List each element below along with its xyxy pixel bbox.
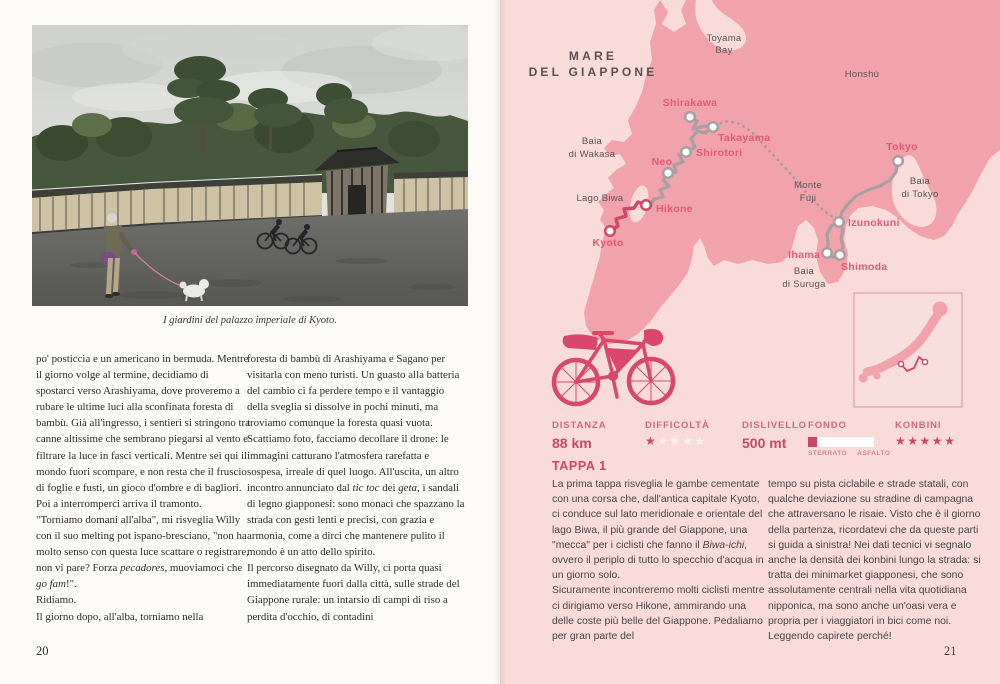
japan-inset-map (854, 293, 962, 407)
photo-caption: I giardini del palazzo imperiale di Kyoto. (163, 315, 337, 326)
paragraph: La prima tappa risveglia le gambe cementate con una corsa che, dall'antica capitale Kyoto, ci conduce sul lato meridionale e orientale del lago Biwa, il più grande del Giappone, una "mecca" per i ciclisti che fanno il Biwa-ichi, ovvero il periplo di tutto lo specchio d'acqua in un giorno solo. (552, 479, 764, 582)
paragraph: Sicuramente incontreremo molti ciclisti mentre ci dirigiamo verso Hikone, ammirando una delle coste più belle del Giappone. Pedaliamo per gran parte del (552, 585, 765, 643)
map-city-label: Shirotori (696, 147, 743, 159)
map-geo-label: Baia (793, 266, 815, 277)
stat-value: 88 km (552, 435, 592, 451)
paragraph: Il percorso disegnato da Willy, ci porta quasi immediatamente fuori dalla città, sulle strade del Giappone rurale: un intarsio di campi di riso a perdita d'occhio, di contadini (247, 562, 460, 623)
route-node (681, 147, 691, 157)
map-city-label: Shirakawa (662, 97, 718, 109)
map-city-label: Kyoto (592, 237, 624, 249)
stat-dislivello (742, 420, 807, 451)
map-city-label: Izunokuni (848, 217, 900, 229)
route-node (685, 112, 695, 122)
konbini-stars: ★★★★★ (895, 434, 957, 448)
paragraph: tempo su pista ciclabile e strade statali, con qualche deviazione su stradine di campagna che attraversano le risaie. Visto che è il giorno della partenza, ricordatevi che da queste parti si guida a sinistra! Nei dati tecnici vi segnalo anche la densità dei konbini lungo la strada: si tratta dei minimarket giapponesi, che sono assolutamente centrali nella vita quotidiana nipponica, ma sono anche un'oasi vera e propria per i viaggiatori in bici come noi. Leggendo capirete perché! (768, 479, 981, 643)
page-number-right: 21 (944, 644, 957, 658)
photo-kyoto-palace (32, 25, 468, 306)
map-geo-label: di Suruga (782, 279, 826, 290)
map-geo-label: MARE (568, 49, 618, 63)
paragraph: foresta di bambù di Arashiyama e Sagano per visitarla con meno turisti. Un guasto alla batteria del cambio ci fa perdere tempo e il vantaggio della sveglia si dissolve in pochi minuti, ma troviamo comunque la foresta quasi vuota. Scattiamo foto, facciamo decollare il drone: le immagini catturano l'atmosfera rarefatta e sospesa, irreale di quel luogo. All'uscita, un altro incontro annunciato dal tic toc dei geta, i sandali di legno giapponesi: sono monaci che spazzano la strada con gesti lenti e precisi, con grazia e armonia, come a dirci che mantenere pulito il mondo è un atto dello spirito. (247, 353, 465, 559)
left-text-column-2 (247, 351, 465, 625)
paragraph: Il giorno dopo, all'alba, torniamo nella (36, 610, 204, 623)
map-geo-label: di Wakasa (568, 149, 616, 160)
stat-konbini (895, 420, 956, 448)
stat-label: DIFFICOLTÀ (645, 420, 710, 431)
map-city-label: Neo (651, 156, 673, 168)
stat-fondo (808, 420, 890, 457)
route-node (822, 248, 832, 258)
route-node-stage1 (605, 226, 615, 236)
stat-label: DISTANZA (552, 420, 607, 431)
inset-route-node (922, 359, 927, 364)
stat-difficolta (645, 420, 710, 448)
paragraph: po' posticcia e un americano in bermuda. Mentre il giorno volge al termine, decidiamo di spostarci verso Arashiyama, dove proveremo a rubare le ultime luci alla sconfinata foresta di bambù. Già all'ingresso, i sentieri si stringono tra canne altissime che sembrano piegarsi al vento e filtrare la luce in fasci verticali. Mentre sei qui il mondo fuori scompare, e non resta che il fruscio di foglie e fusti, un gioco d'ombre e di bagliori. Poi a interromperci arriva il tramonto. (36, 353, 250, 510)
right-page (500, 0, 1000, 684)
route-node (893, 156, 903, 166)
left-text-column-1 (36, 351, 250, 625)
stage-heading: TAPPA 1 (552, 459, 607, 473)
stat-label: KONBINI (895, 420, 942, 431)
map-geo-label: Toyama (706, 33, 742, 44)
page-number-left: 20 (36, 644, 49, 658)
stat-label: DISLIVELLO (742, 420, 807, 431)
route-node (663, 168, 673, 178)
surface-left-label: STERRATO (808, 450, 848, 457)
map-geo-label: Bay (715, 45, 733, 56)
map-city-label: Hikone (656, 203, 693, 215)
stat-value: 500 mt (742, 435, 787, 451)
map-city-label: Shimoda (841, 261, 888, 273)
route-node (835, 250, 845, 260)
route-node (834, 217, 844, 227)
map-geo-label: Honshù (844, 69, 880, 80)
map-geo-label: DEL GIAPPONE (528, 65, 658, 79)
map-geo-label: Fuji (799, 193, 817, 204)
inset-route-node (898, 361, 903, 366)
surface-bar (808, 437, 874, 447)
route-node (708, 122, 718, 132)
stage-text-column-1 (552, 477, 766, 644)
map-geo-label: Monte (794, 180, 822, 191)
paragraph: "Torniamo domani all'alba", mi risveglia Willy con il suo melting pot ispano-bresciano, "non ha molto senso con questa luce scattare o registrare, non vi pare? Forza pecadores, muoviamoci che go fam!". (36, 513, 249, 591)
route-node-stage1 (641, 200, 651, 210)
map-city-label: Ihama (788, 249, 820, 261)
map-city-label: Tokyo (886, 141, 918, 153)
map-geo-label: di Tokyo (901, 189, 939, 200)
surface-right-label: ASFALTO (857, 450, 891, 457)
map-geo-label: Baia (581, 136, 603, 147)
map-geo-label: Baia (909, 176, 931, 187)
paragraph: Ridiamo. (36, 594, 77, 607)
difficulty-stars: ★★★★★ (645, 434, 707, 448)
stat-distanza (552, 420, 607, 451)
map-geo-label: Lago Biwa (576, 193, 624, 204)
route-map (500, 0, 1000, 425)
stat-label: FONDO (808, 420, 847, 431)
map-city-label: Takayama (718, 132, 771, 144)
stage-text-column-2 (768, 477, 986, 644)
surface-bar-fill (808, 437, 817, 447)
